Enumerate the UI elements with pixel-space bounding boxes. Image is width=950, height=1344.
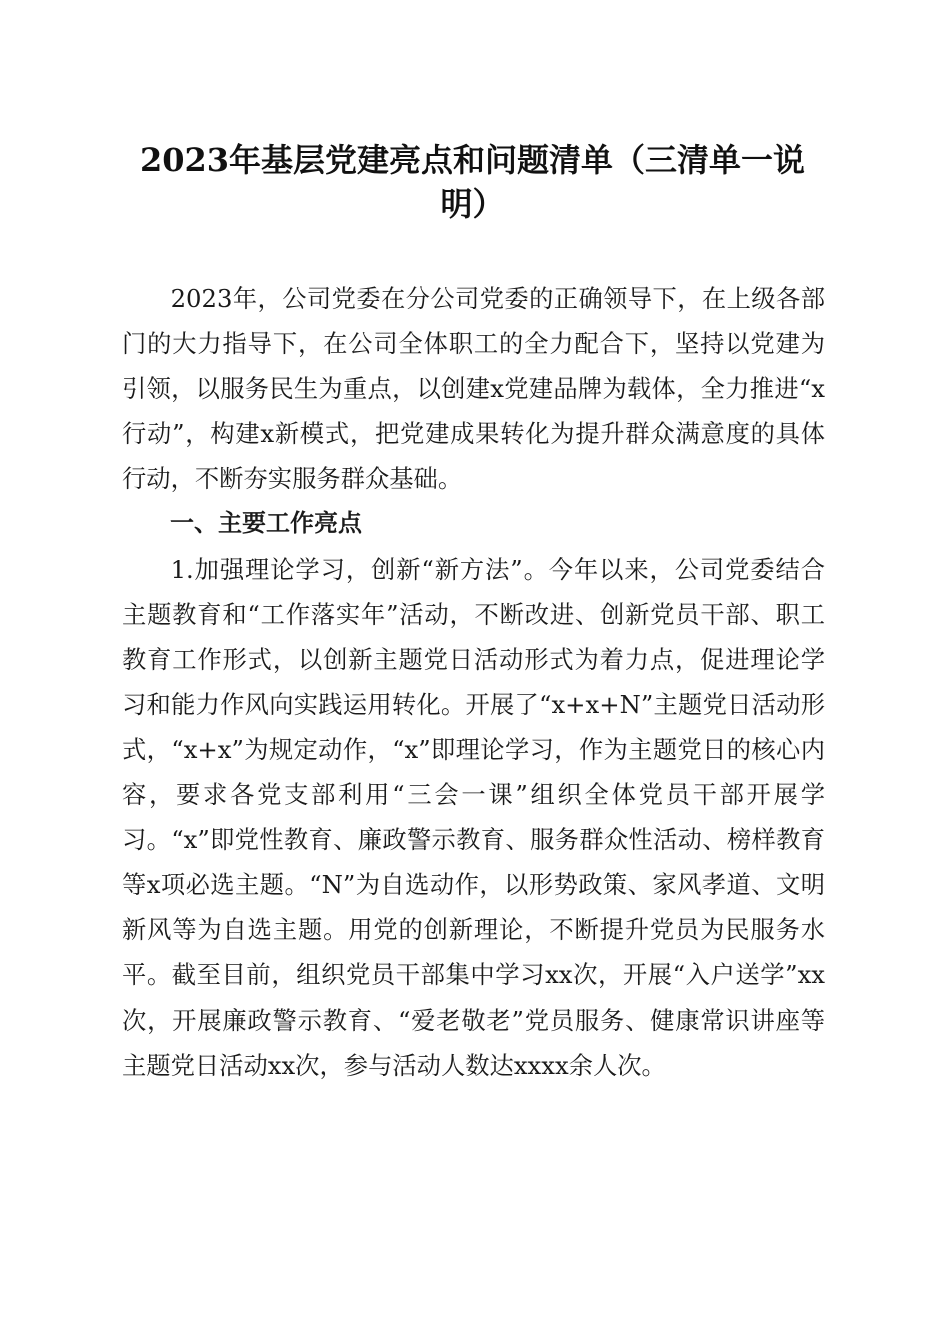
document-title: 2023年基层党建亮点和问题清单（三清单一说明）	[139, 141, 806, 223]
intro-paragraph: 2023年，公司党委在分公司党委的正确领导下，在上级各部门的大力指导下，在公司全体职工的全力配合下，坚持以党建为引领，以服务民生为重点，以创建x党建品牌为载体，全力推进“x行动”，构建x新模式，把党建成果转化为提升群众满意度的具体行动，不断夯实服务群众基础。	[122, 284, 825, 494]
section-heading-main-highlights: 一、主要工作亮点	[170, 509, 362, 538]
document-body	[122, 276, 825, 1088]
highlight-point-1-paragraph: 1.加强理论学习，创新“新方法”。今年以来，公司党委结合主题教育和“工作落实年”活动，不断改进、创新党员干部、职工教育工作形式，以创新主题党日活动形式为着力点，促进理论学习和能力作风向实践运用转化。开展了“x+x+N”主题党日活动形式，“x+x”为规定动作，“x”即理论学习，作为主题党日的核心内容，要求各党支部利用“三会一课”组织全体党员干部开展学习。“x”即党性教育、廉政警示教育、服务群众性活动、榜样教育等x项必选主题。“N”为自选动作，以形势政策、家风孝道、文明新风等为自选主题。用党的创新理论，不断提升党员为民服务水平。截至目前，组织党员干部集中学习xx次，开展“入户送学”xx次，开展廉政警示教育、“爱老敬老”党员服务、健康常识讲座等主题党日活动xx次，参与活动人数达xxxx余人次。	[122, 554, 825, 1080]
